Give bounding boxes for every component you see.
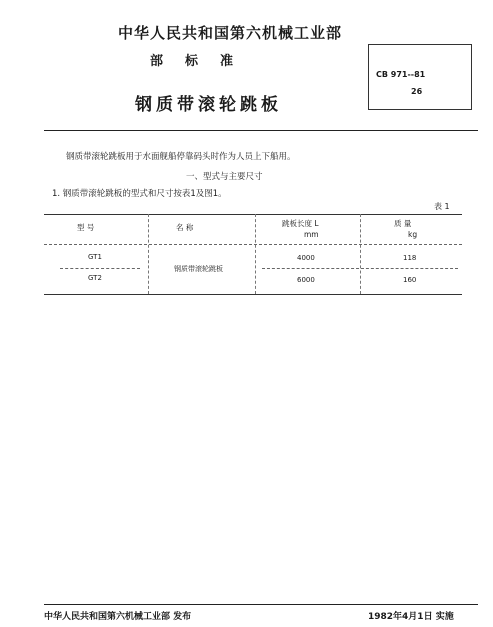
header-rule [44, 244, 462, 246]
effective-date: 1982年4月1日 实施 [368, 612, 454, 622]
table-divider [360, 214, 361, 294]
table-label: 表 1 [434, 202, 450, 211]
scope-paragraph: 钢质带滚轮跳板用于水面舰船停靠码头时作为人员上下船用。 [66, 152, 296, 162]
section-heading: 一、型式与主要尺寸 [186, 172, 263, 182]
table-divider [148, 214, 149, 294]
header-rule [44, 130, 478, 131]
row-name-merged: 钢质带滚轮跳板 [174, 265, 223, 273]
standard-code: CB 971--81 [376, 70, 426, 79]
document-title: 钢质带滚轮跳板 [135, 95, 282, 115]
header-type: 型 号 [77, 223, 95, 232]
footer-rule [44, 604, 478, 605]
standard-kind: 部标准 [150, 54, 256, 69]
table-top-rule [44, 214, 462, 215]
table-divider [255, 214, 256, 294]
header-length-unit: mm [304, 230, 319, 239]
issuer: 中华人民共和国第六机械工业部 发布 [44, 612, 192, 622]
cell-weight: 118 [403, 254, 417, 262]
cell-type: GT2 [88, 274, 102, 282]
clause-text: 1. 钢质带滚轮跳板的型式和尺寸按表1及图1。 [52, 189, 227, 199]
cell-weight: 160 [403, 276, 417, 284]
header-weight-unit: kg [408, 230, 418, 239]
table-bottom-rule [44, 294, 462, 295]
ministry-name: 中华人民共和国第六机械工业部 [118, 24, 343, 42]
row-rule [60, 268, 140, 270]
cell-length: 6000 [297, 276, 315, 284]
row-rule [262, 268, 458, 270]
page-number: 26 [411, 87, 423, 96]
header-length: 跳板长度 L [282, 219, 319, 228]
header-weight: 质 量 [394, 219, 412, 228]
header-name: 名 称 [176, 223, 194, 232]
cell-type: GT1 [88, 253, 102, 261]
cell-length: 4000 [297, 254, 315, 262]
